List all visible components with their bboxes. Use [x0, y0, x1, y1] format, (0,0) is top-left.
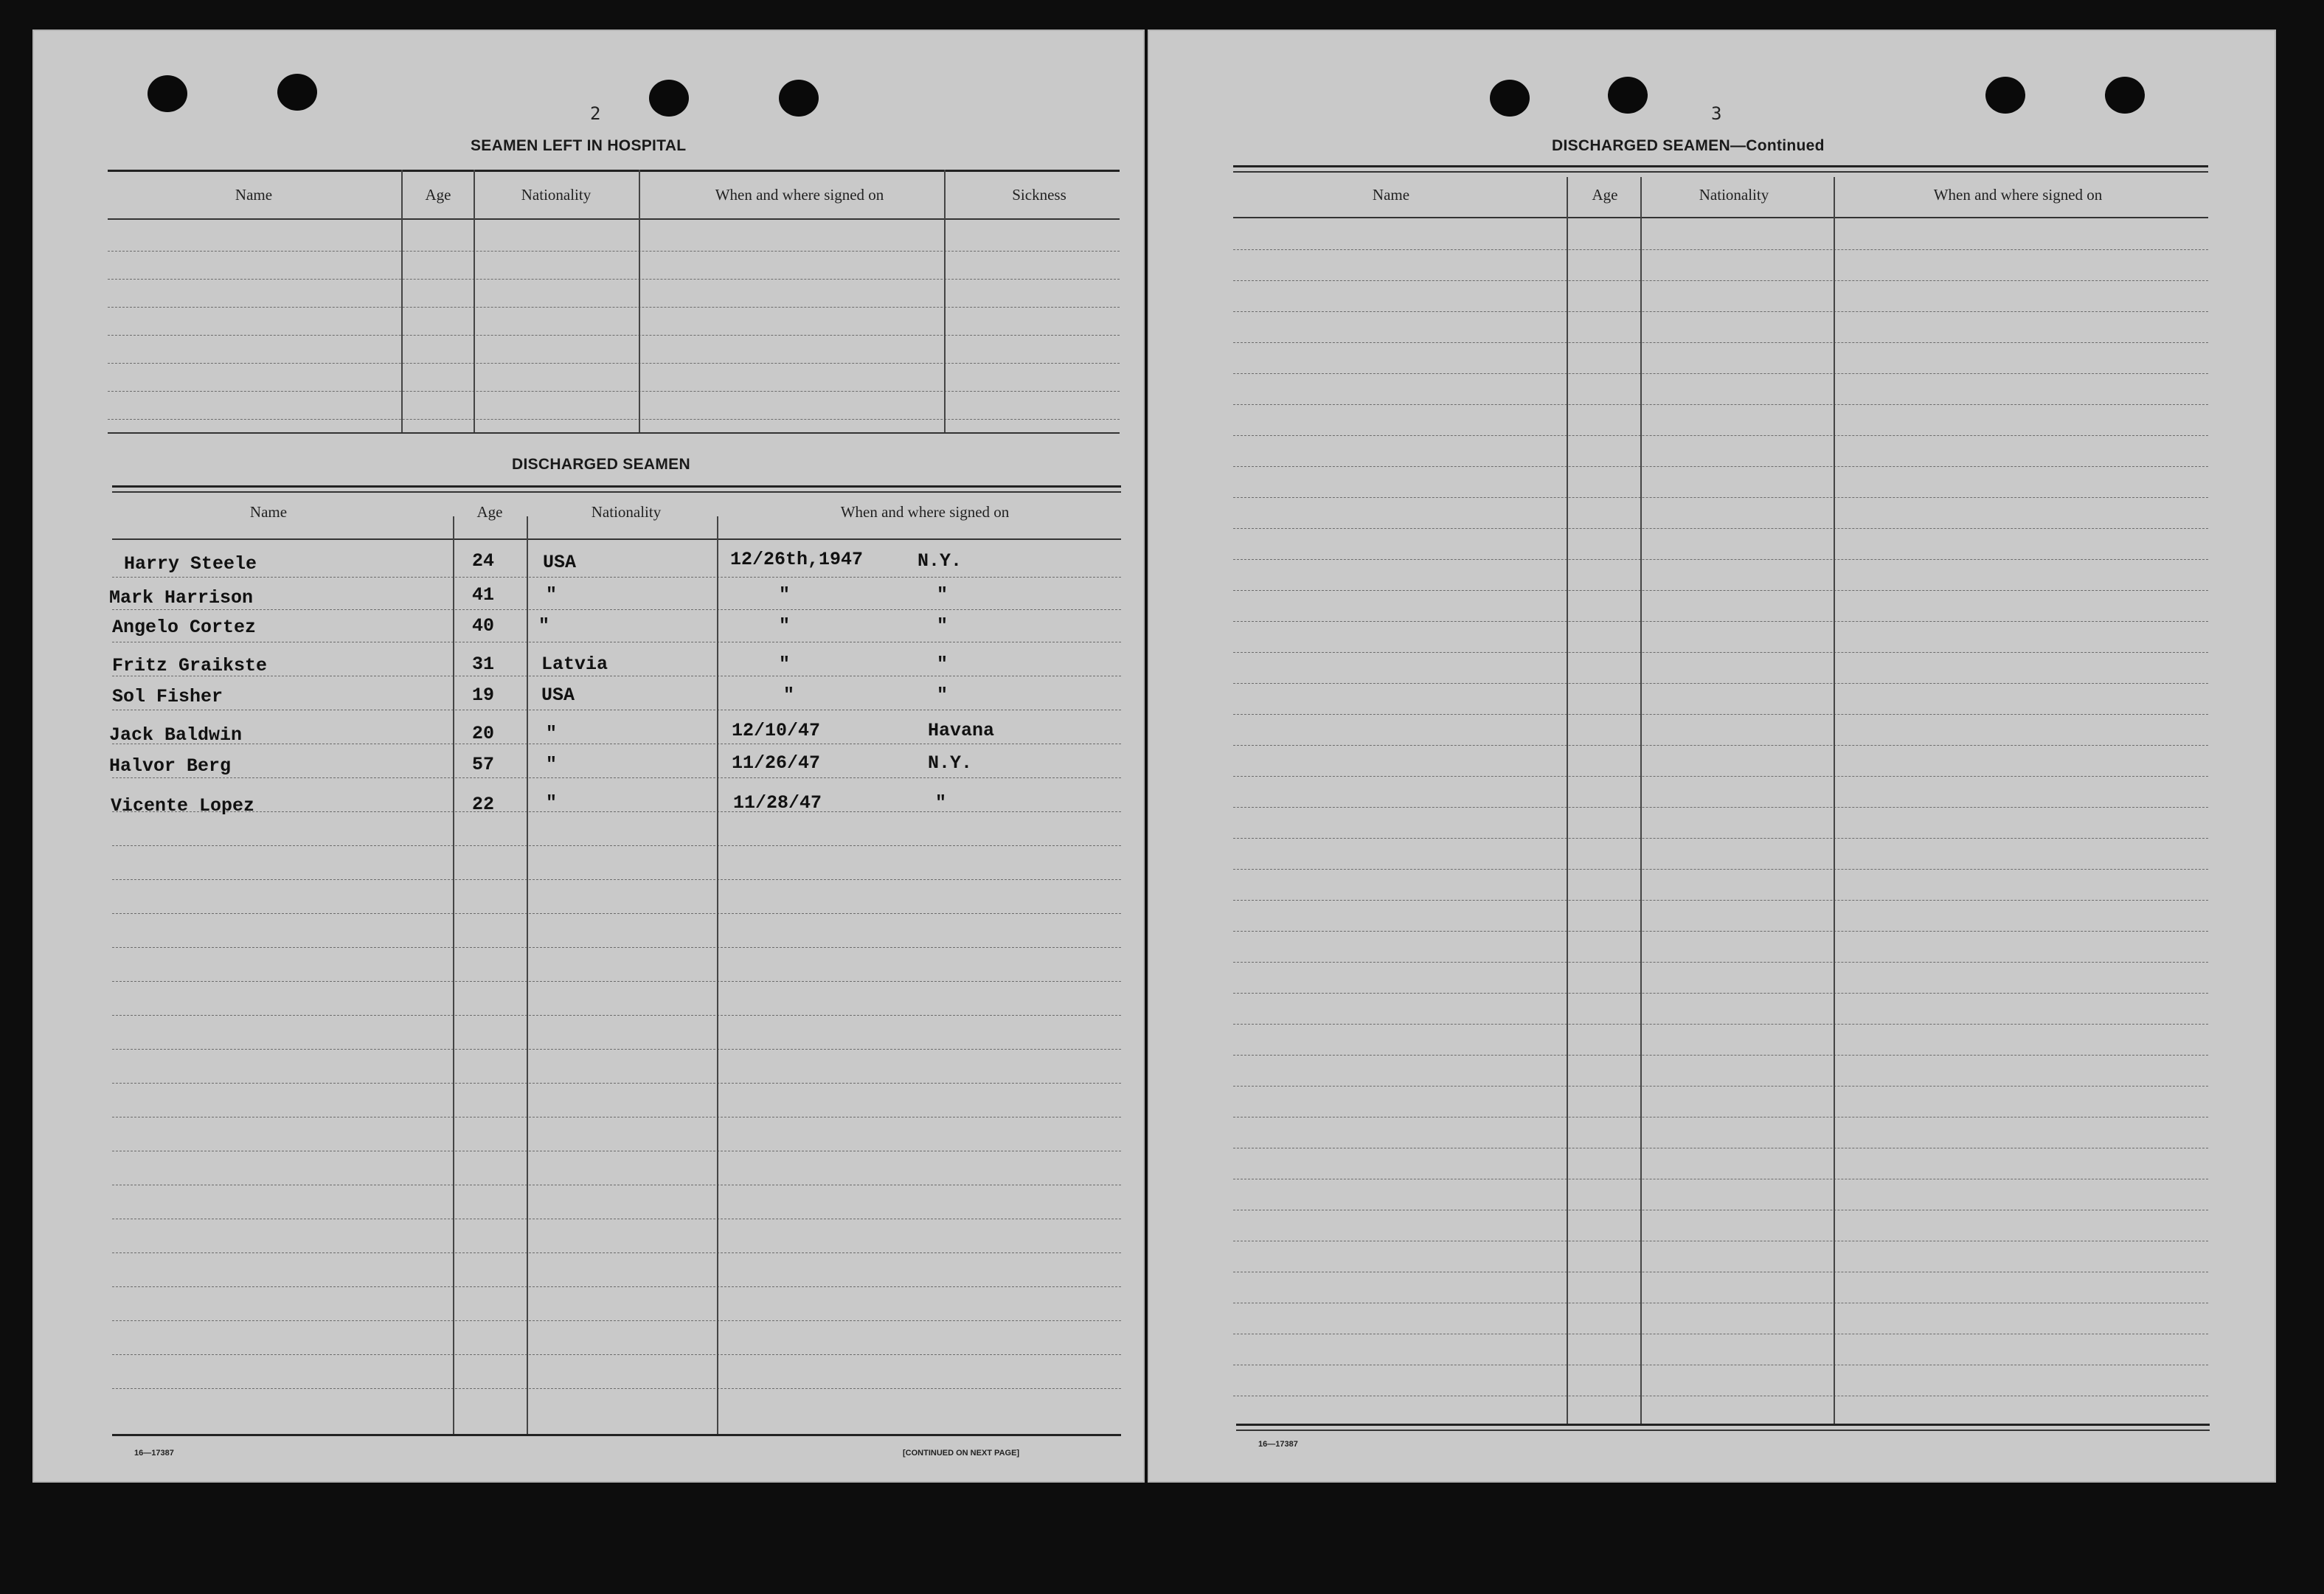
punch-hole — [779, 80, 819, 117]
signed-on-date: 12/10/47 — [732, 720, 821, 741]
signed-on-date: " — [783, 685, 795, 706]
signed-on-place: N.Y. — [928, 752, 973, 774]
signed-on-date: " — [779, 654, 791, 675]
seaman-age: 40 — [472, 615, 495, 637]
col-head-signed-on: When and where signed on — [840, 503, 1010, 521]
seaman-nationality: Latvia — [541, 654, 608, 675]
seaman-nationality: " — [538, 615, 550, 637]
col-head-nationality: Nationality — [591, 503, 662, 521]
col-head-age: Age — [1592, 186, 1618, 204]
seaman-nationality: " — [546, 584, 558, 606]
seaman-name: Halvor Berg — [109, 755, 232, 777]
signed-on-date: " — [779, 584, 791, 606]
col-head-age: Age — [425, 186, 451, 204]
seaman-age: 19 — [472, 685, 495, 706]
punch-hole — [1608, 77, 1648, 114]
signed-on-date: 12/26th,1947 — [730, 549, 864, 570]
seaman-name: Jack Baldwin — [109, 724, 243, 746]
seaman-name: Fritz Graikste — [112, 655, 268, 676]
punch-hole — [1985, 77, 2025, 114]
signed-on-place: " — [937, 584, 948, 606]
col-head-signed-on: When and where signed on — [1933, 186, 2103, 204]
signed-on-place: N.Y. — [918, 550, 962, 572]
signed-on-place: " — [937, 615, 948, 637]
col-head-name: Name — [249, 503, 288, 521]
signed-on-date: 11/26/47 — [732, 752, 821, 774]
signed-on-date: " — [779, 615, 791, 637]
continued-note: [CONTINUED ON NEXT PAGE] — [903, 1449, 1020, 1458]
seaman-name: Vicente Lopez — [111, 795, 255, 817]
punch-hole — [649, 80, 689, 117]
seaman-age: 41 — [472, 584, 495, 606]
page-number: 2 — [590, 103, 601, 124]
discharged-continued-title: DISCHARGED SEAMEN—Continued — [1552, 137, 1825, 154]
col-head-sickness: Sickness — [1012, 186, 1066, 204]
punch-hole — [2105, 77, 2145, 114]
seaman-name: Mark Harrison — [109, 587, 254, 609]
form-number: 16—17387 — [134, 1449, 174, 1458]
form-number: 16—17387 — [1258, 1440, 1298, 1449]
seaman-nationality: " — [546, 754, 558, 775]
col-head-name: Name — [1372, 186, 1410, 204]
signed-on-place: " — [937, 685, 948, 706]
seaman-age: 24 — [472, 550, 495, 572]
seaman-name: Angelo Cortez — [112, 617, 257, 638]
col-head-nationality: Nationality — [1699, 186, 1769, 204]
discharged-section-title: DISCHARGED SEAMEN — [512, 456, 690, 473]
col-head-nationality: Nationality — [521, 186, 592, 204]
hospital-section-title: SEAMEN LEFT IN HOSPITAL — [471, 137, 687, 154]
signed-on-place: " — [937, 654, 948, 675]
signed-on-place: Havana — [928, 720, 995, 741]
seaman-age: 22 — [472, 794, 495, 815]
left-page — [32, 30, 1145, 1483]
rule — [108, 218, 1120, 220]
seaman-nationality: USA — [543, 552, 577, 573]
seaman-name: Sol Fisher — [112, 686, 223, 707]
punch-hole — [148, 75, 187, 112]
punch-hole — [277, 74, 317, 111]
signed-on-date: 11/28/47 — [733, 792, 822, 814]
seaman-age: 31 — [472, 654, 495, 675]
signed-on-place: " — [935, 792, 947, 814]
rule — [108, 170, 1120, 172]
col-head-signed-on: When and where signed on — [715, 186, 884, 204]
col-head-name: Name — [235, 186, 273, 204]
right-page — [1148, 30, 2276, 1483]
seaman-nationality: " — [546, 723, 558, 744]
col-head-age: Age — [476, 503, 503, 521]
page-number: 3 — [1711, 103, 1722, 124]
punch-hole — [1490, 80, 1530, 117]
seaman-name: Harry Steele — [124, 553, 257, 575]
seaman-age: 57 — [472, 754, 495, 775]
seaman-nationality: " — [546, 792, 558, 814]
seaman-age: 20 — [472, 723, 495, 744]
seaman-nationality: USA — [541, 685, 575, 706]
